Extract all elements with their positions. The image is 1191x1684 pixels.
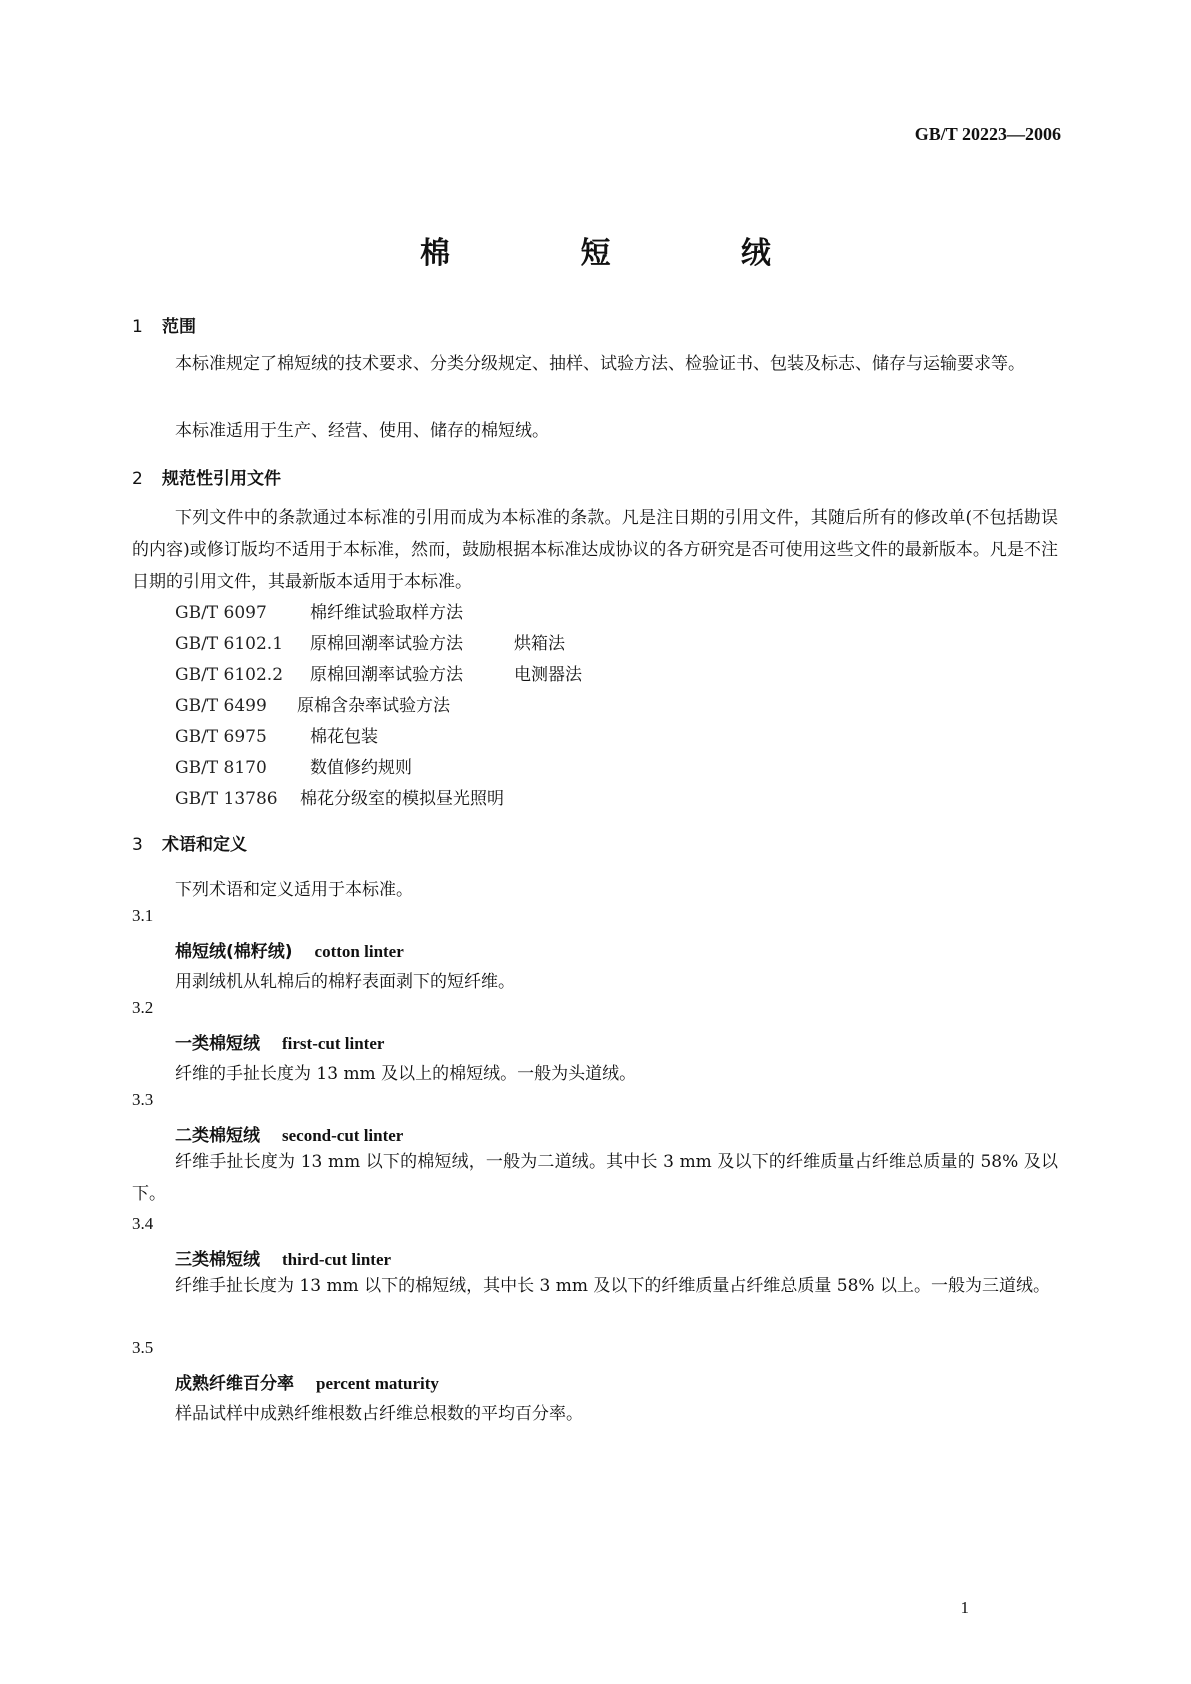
paragraph: 本标准规定了棉短绒的技术要求、分类分级规定、抽样、试验方法、检验证书、包装及标志、储存与运输要求等。 (175, 354, 1025, 374)
reference-title: 数值修约规则 (310, 758, 412, 778)
reference-title: 原棉回潮率试验方法 (310, 665, 463, 685)
standard-code: GB/T 20223—2006 (914, 124, 1061, 144)
term-heading (175, 1121, 403, 1146)
term-zh: 二类棉短绒 (175, 1126, 260, 1146)
reference-code: GB/T 6097 (175, 603, 267, 623)
section-number: 3 (132, 835, 143, 855)
section-2-heading (132, 464, 281, 489)
reference-code: GB/T 6499 (175, 696, 267, 716)
term-zh: 棉短绒(棉籽绒) (175, 942, 293, 962)
normative-reference (175, 722, 378, 747)
term-en: third-cut linter (282, 1250, 392, 1269)
section-3-heading (132, 830, 247, 855)
term-number: 3.1 (132, 906, 154, 925)
term-en: second-cut linter (282, 1126, 404, 1145)
reference-title: 棉花包装 (310, 727, 378, 747)
section-title: 范围 (162, 317, 196, 337)
term-number: 3.2 (132, 998, 154, 1017)
term-number: 3.5 (132, 1338, 154, 1357)
term-definition: 纤维的手扯长度为 13 mm 及以上的棉短绒。一般为头道绒。 (175, 1064, 637, 1084)
paragraph: 本标准适用于生产、经营、使用、储存的棉短绒。 (175, 421, 549, 441)
term-heading (175, 1029, 384, 1054)
paragraph: 下列文件中的条款通过本标准的引用而成为本标准的条款。凡是注日期的引用文件，其随后所有的修改单(不包括勘误的内容)或修订版均不适用于本标准，然而，鼓励根据本标准达成协议的各方研究是否可使用这些文件的最新版本。凡是不注日期的引用文件，其最新版本适用于本标准。 (132, 508, 1058, 592)
term-definition: 用剥绒机从轧棉后的棉籽表面剥下的短纤维。 (175, 972, 515, 992)
term-number: 3.3 (132, 1090, 154, 1109)
term-en: percent maturity (316, 1374, 439, 1393)
term-zh: 一类棉短绒 (175, 1034, 260, 1054)
section-number: 2 (132, 469, 143, 489)
term-heading (175, 1245, 391, 1270)
section-title: 规范性引用文件 (162, 469, 281, 489)
term-number: 3.4 (132, 1214, 154, 1233)
reference-code: GB/T 8170 (175, 758, 267, 778)
normative-reference (175, 598, 463, 623)
paragraph: 下列术语和定义适用于本标准。 (175, 880, 413, 900)
term-heading (175, 937, 404, 962)
normative-reference (175, 660, 582, 685)
reference-method: 烘箱法 (514, 634, 565, 654)
reference-title: 棉纤维试验取样方法 (310, 603, 463, 623)
term-definition: 纤维手扯长度为 13 mm 以下的棉短绒，其中长 3 mm 及以下的纤维质量占纤维总质量 58% 以上。一般为三道绒。 (175, 1276, 1050, 1296)
term-zh: 三类棉短绒 (175, 1250, 260, 1270)
normative-reference (175, 629, 565, 654)
reference-code: GB/T 6975 (175, 727, 267, 747)
reference-title: 原棉回潮率试验方法 (310, 634, 463, 654)
reference-code: GB/T 6102.1 (175, 634, 284, 654)
section-title: 术语和定义 (162, 835, 247, 855)
section-number: 1 (132, 317, 143, 337)
term-en: first-cut linter (282, 1034, 385, 1053)
reference-method: 电测器法 (514, 665, 582, 685)
term-definition: 纤维手扯长度为 13 mm 以下的棉短绒，一般为二道绒。其中长 3 mm 及以下的纤维质量占纤维总质量的 58% 及以下。 (132, 1152, 1058, 1204)
normative-reference (175, 784, 504, 809)
term-zh: 成熟纤维百分率 (175, 1374, 294, 1394)
document-title: 棉 短 绒 (420, 236, 831, 271)
term-en: cotton linter (314, 942, 404, 961)
normative-reference (175, 753, 412, 778)
normative-reference (175, 691, 450, 716)
reference-title: 棉花分级室的模拟昼光照明 (300, 789, 504, 809)
term-heading (175, 1369, 439, 1394)
reference-title: 原棉含杂率试验方法 (297, 696, 450, 716)
page-number: 1 (960, 1598, 969, 1617)
section-1-heading (132, 312, 196, 337)
term-definition: 样品试样中成熟纤维根数占纤维总根数的平均百分率。 (175, 1404, 583, 1424)
reference-code: GB/T 13786 (175, 789, 278, 809)
reference-code: GB/T 6102.2 (175, 665, 284, 685)
